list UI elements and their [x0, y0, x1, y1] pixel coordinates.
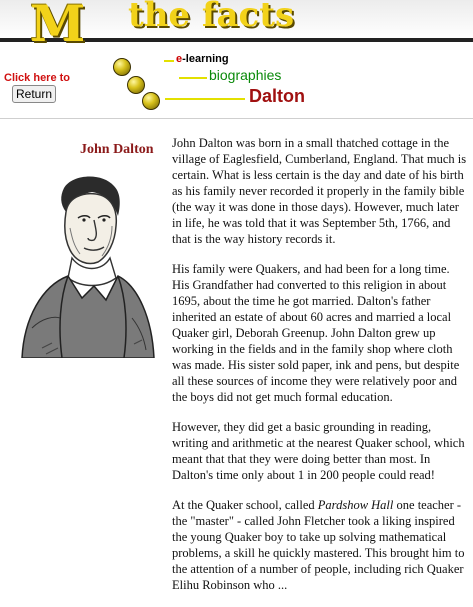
- nav-line: [179, 77, 207, 79]
- article-paragraph: His family were Quakers, and had been for a long time. His Grandfather had converted to this religion in about 1695, about the time he got married. Dalton's father inherited an estate of about 60 acres and married a local Quaker girl, Deborah Greenup. John Dalton grew up working in the fields and in the family shop where cloth was made. His sister sold paper, ink and pens, but despite all these sources of income they were relatively poor and the boys did not get much formal education.: [172, 262, 460, 404]
- school-name: Pardshow Hall: [317, 498, 394, 512]
- nav-line: [164, 60, 174, 62]
- nav-link-elearning[interactable]: [176, 53, 229, 65]
- elearning-e: e: [176, 53, 183, 65]
- header-banner: [0, 0, 473, 53]
- article-body: [172, 135, 467, 607]
- article-paragraph: John Dalton was born in a small thatched cottage in the village of Eaglesfield, Cumberland, England. That much is certain. What is less certain is the day and date of his birth as his family never recorded it properly in the family bible (the way it was done in those days). However, much later in life, he was told that it was September 5th, 1766, and that is the way history records it.: [172, 136, 467, 246]
- portrait-caption: John Dalton: [80, 142, 154, 157]
- nav-line: [165, 98, 245, 100]
- p4-text-start: At the Quaker school, called: [172, 498, 318, 512]
- p4-text-end: one teacher - the "master" - called John Fletcher took a liking inspired the young Quaker boy to take up solving mathematical problems, a skill he quickly mastered. This brought him to the attention of a number of people, including rich Quaker Elihu Robinson who ...: [172, 498, 465, 592]
- return-button[interactable]: Return: [12, 85, 56, 103]
- nav-link-biographies[interactable]: biographies: [209, 67, 282, 83]
- nav-bullet-icon: [113, 58, 131, 76]
- logo-letter: M: [30, 0, 86, 53]
- john-dalton-portrait: [2, 168, 162, 358]
- article-paragraph: However, they did get a basic grounding in reading, writing and arithmetic at the nearest Quaker school, which meant that that they were doing better than most. In Dalton's time only about 1 in 200 people could read!: [172, 420, 465, 482]
- return-hint: Click here to: [4, 72, 71, 84]
- divider: [0, 118, 473, 119]
- article-paragraph: [172, 497, 467, 593]
- elearning-label: -learning: [182, 53, 229, 65]
- banner-title: the facts: [128, 0, 295, 35]
- nav-current-page: Dalton: [249, 86, 305, 106]
- nav-bullet-icon: [127, 76, 145, 94]
- nav-bullet-icon: [142, 92, 160, 110]
